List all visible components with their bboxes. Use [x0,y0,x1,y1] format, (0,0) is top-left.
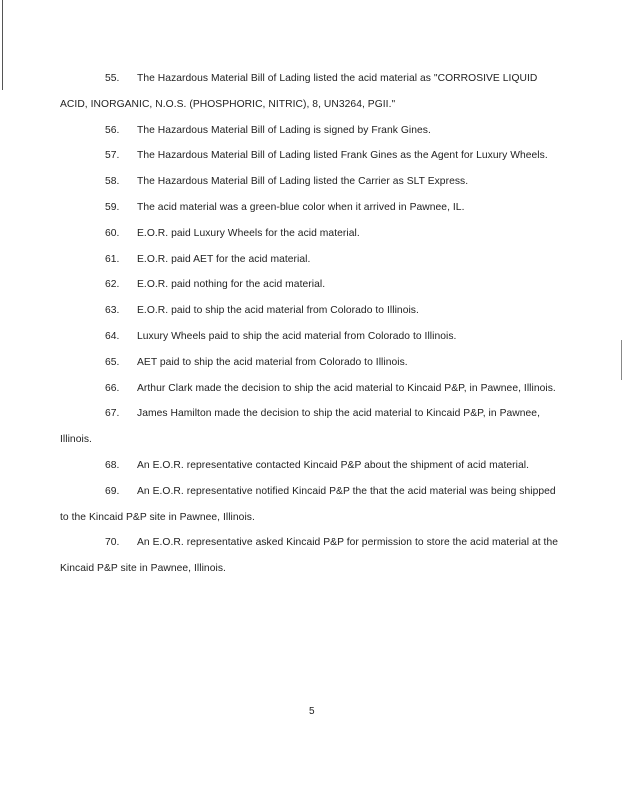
paragraph-55 [60,66,560,118]
paragraph-text: E.O.R. paid Luxury Wheels for the acid material. [137,227,360,239]
paragraph-number: 55. [105,73,120,84]
paragraph-number: 60. [105,227,120,239]
paragraph-number: 58. [105,176,120,188]
paragraph-57 [60,143,560,169]
paragraph-number: 59. [105,201,120,213]
paragraph-62 [60,272,560,298]
paragraph-70 [60,530,560,582]
paragraph-63 [60,298,560,324]
paragraph-text: An E.O.R. representative asked Kincaid P&P for permission to store the acid material at the Kincaid P&P site in Pawnee, Illinois. [60,537,559,575]
paragraph-number: 67. [105,408,120,420]
paragraph-text: An E.O.R. representative contacted Kincaid P&P about the shipment of acid material. [137,459,530,471]
paragraph-text: Arthur Clark made the decision to ship the acid material to Kincaid P&P, in Pawnee, Illinois. [137,382,556,394]
paragraph-number: 70. [105,537,120,549]
paragraph-69 [60,479,560,531]
paragraph-61 [60,247,560,273]
paragraph-number: 57. [105,150,120,162]
paragraph-text: The Hazardous Material Bill of Lading is signed by Frank Gines. [137,124,431,136]
paragraph-67 [60,401,560,453]
paragraph-text: E.O.R. paid nothing for the acid material. [137,279,326,291]
paragraph-number: 64. [105,330,120,342]
paragraph-text: AET paid to ship the acid material from Colorado to Illinois. [137,356,408,368]
paragraph-number: 69. [105,485,120,497]
paragraph-number: 66. [105,382,120,394]
paragraph-text: The Hazardous Material Bill of Lading listed Frank Gines as the Agent for Luxury Wheels. [137,150,548,162]
scan-edge-line [2,0,3,90]
paragraph-58 [60,169,560,195]
paragraph-number: 56. [105,124,120,136]
paragraph-number: 68. [105,459,120,471]
paragraph-59 [60,195,560,221]
paragraph-65 [60,350,560,376]
paragraph-text: An E.O.R. representative notified Kincaid P&P the that the acid material was being shipped to the Kincaid P&P site in Pawnee, Illinois. [60,485,556,523]
page-number: 5 [309,706,315,717]
paragraph-text: The acid material was a green-blue color when it arrived in Pawnee, IL. [137,201,465,213]
paragraph-68 [60,453,560,479]
document-body [60,66,560,582]
paragraph-66 [60,376,560,402]
scan-edge-mark [621,340,622,380]
paragraph-text: E.O.R. paid AET for the acid material. [137,253,311,265]
paragraph-text: The Hazardous Material Bill of Lading listed the acid material as "CORROSIVE LIQUID ACID, INORGANIC, N.O.S. (PHOSPHORIC, NITRIC), 8, UN3264, PGII." [60,73,538,110]
paragraph-text: Luxury Wheels paid to ship the acid material from Colorado to Illinois. [137,330,457,342]
paragraph-64 [60,324,560,350]
paragraph-text: The Hazardous Material Bill of Lading listed the Carrier as SLT Express. [137,176,469,188]
paragraph-56 [60,118,560,144]
paragraph-number: 61. [105,253,120,265]
paragraph-number: 63. [105,305,120,317]
paragraph-text: James Hamilton made the decision to ship the acid material to Kincaid P&P, in Pawnee, Illinois. [60,408,540,446]
paragraph-text: E.O.R. paid to ship the acid material from Colorado to Illinois. [137,305,419,317]
paragraph-number: 62. [105,279,120,291]
paragraph-number: 65. [105,356,120,368]
paragraph-60 [60,221,560,247]
